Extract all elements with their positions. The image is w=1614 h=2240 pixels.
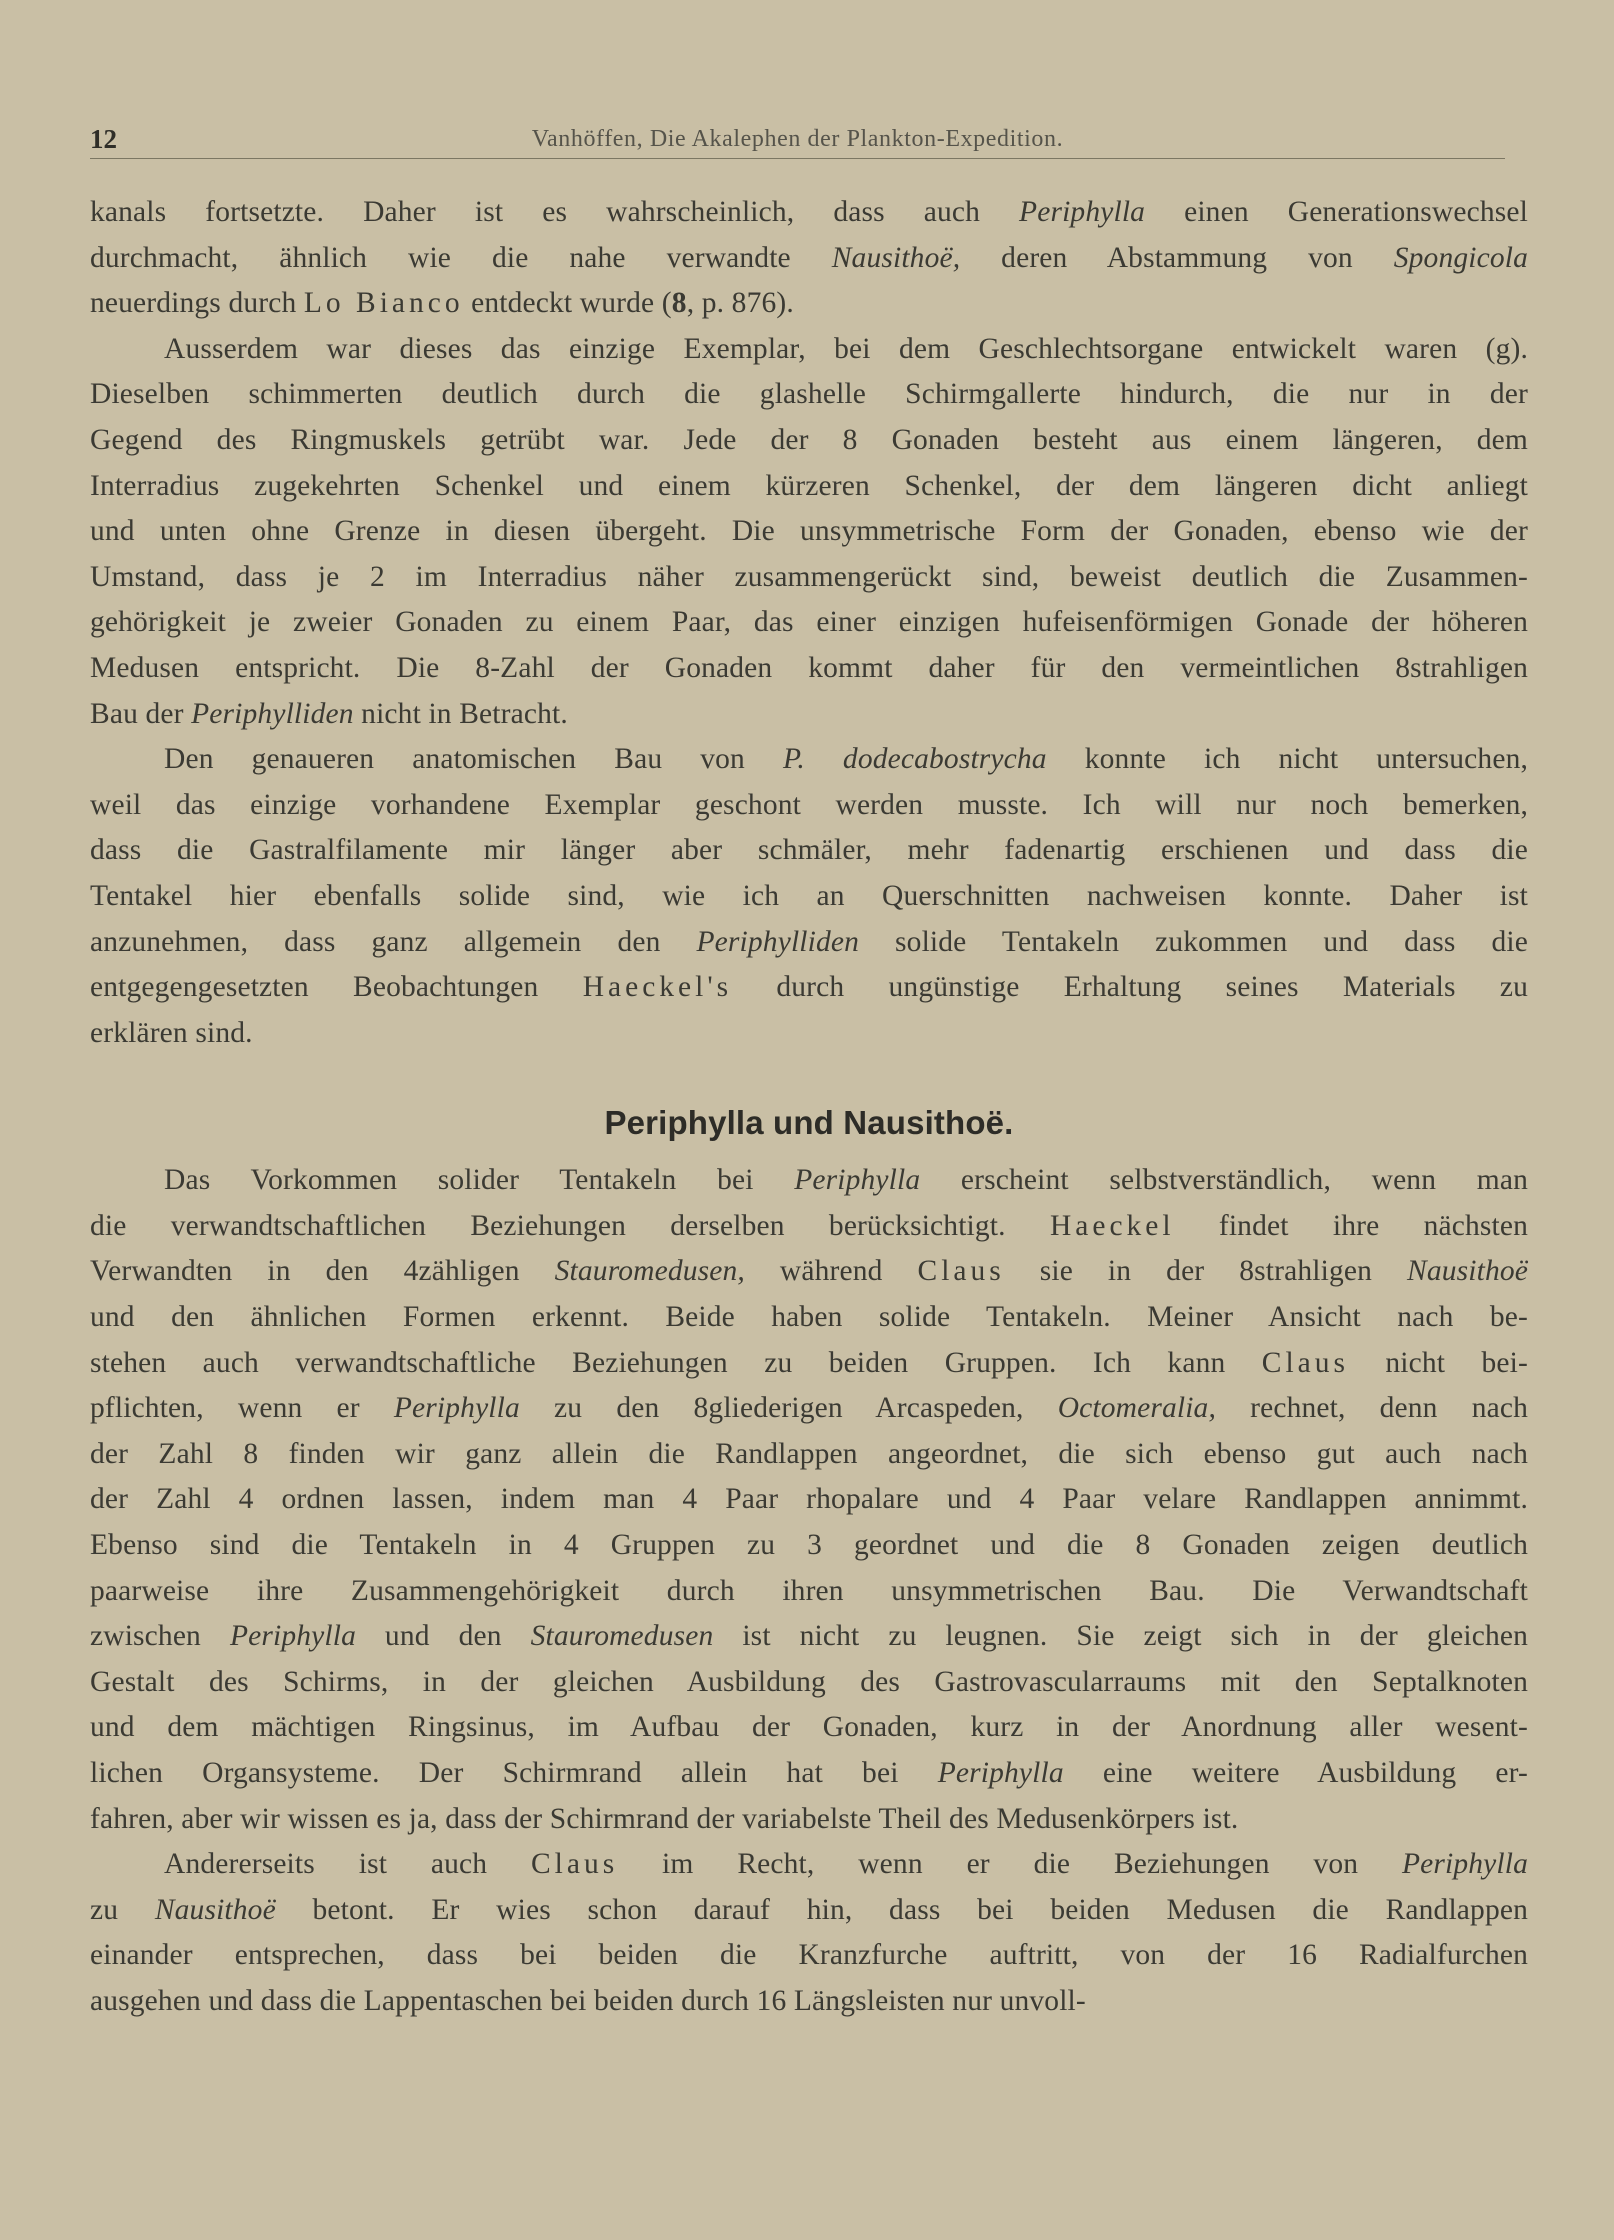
text-run: betont. Er wies schon darauf hin, dass bei beiden Medusen die Randlappen xyxy=(275,1893,1528,1926)
text-run: ausgehen und dass die Lappentaschen bei beiden durch 16 Längsleisten nur unvoll- xyxy=(90,1984,1086,2017)
text-line xyxy=(90,555,1528,601)
running-header xyxy=(90,124,1505,159)
text-run: rechnet, denn nach xyxy=(1215,1392,1529,1425)
text-run: Claus xyxy=(917,1255,1005,1288)
text-run: während xyxy=(744,1255,918,1288)
text-run: Periphylla xyxy=(937,1757,1064,1789)
text-run: Medusen entspricht. Die 8-Zahl der Gonaden kommt daher für den vermeintlichen 8strahligen xyxy=(90,651,1528,684)
text-line xyxy=(90,1888,1528,1934)
text-run: entgegengesetzten Beobachtungen xyxy=(90,971,583,1004)
text-run: Andererseits ist auch xyxy=(164,1848,531,1881)
text-line xyxy=(90,1158,1528,1204)
text-run: erklären sind. xyxy=(90,1016,253,1049)
text-run: entdeckt wurde ( xyxy=(463,287,672,320)
text-line xyxy=(90,646,1528,692)
text-run: Haeckel's xyxy=(582,971,733,1004)
text-run: und den ähnlichen Formen erkennt. Beide haben solide Tentakeln. Meiner Ansicht nach be- xyxy=(90,1301,1528,1334)
paragraph xyxy=(90,190,1528,327)
text-run: Ausserdem war dieses das einzige Exemplar, bei dem Geschlechtsorgane entwickelt waren (g). xyxy=(164,332,1528,365)
text-run: Umstand, dass je 2 im Interradius näher zusammengerückt sind, beweist deutlich die Zusammen- xyxy=(90,560,1528,593)
text-run: Octomeralia, xyxy=(1057,1392,1216,1425)
text-run: einander entsprechen, dass bei beiden die Kranzfurche auftritt, von der 16 Radialfurchen xyxy=(90,1939,1528,1972)
text-run: Nausithoë xyxy=(154,1893,276,1926)
paragraphs-after-heading xyxy=(90,1158,1528,2024)
body-text xyxy=(90,190,1528,2025)
text-run: nicht bei- xyxy=(1348,1346,1528,1379)
text-line xyxy=(90,464,1528,510)
text-run: Periphylla xyxy=(393,1392,520,1425)
text-line xyxy=(90,1705,1528,1751)
text-line xyxy=(90,509,1528,555)
text-line xyxy=(90,1842,1528,1888)
paragraph xyxy=(90,737,1528,1056)
text-run: durchmacht, ähnlich wie die nahe verwandte xyxy=(90,241,832,274)
text-line xyxy=(90,965,1528,1011)
text-line xyxy=(90,600,1528,646)
text-line xyxy=(90,828,1528,874)
text-line xyxy=(90,1979,1528,2025)
text-run: ist nicht zu leugnen. Sie zeigt sich in der gleichen xyxy=(713,1620,1528,1653)
text-run: stehen auch verwandtschaftliche Beziehungen zu beiden Gruppen. Ich kann xyxy=(90,1346,1262,1379)
text-run: P. dodecabostrycha xyxy=(783,743,1047,776)
text-run: nicht in Betracht. xyxy=(353,697,568,730)
text-run: zwischen xyxy=(90,1620,230,1653)
text-line xyxy=(90,236,1528,282)
text-run: eine weitere Ausbildung er- xyxy=(1063,1757,1528,1789)
text-run: im Recht, wenn er die Beziehungen von xyxy=(618,1848,1402,1881)
text-line xyxy=(90,1523,1528,1569)
text-run: Periphylla xyxy=(1019,196,1146,228)
text-run: Gestalt des Schirms, in der gleichen Ausbildung des Gastrovascularraums mit den Septalknoten xyxy=(90,1665,1528,1698)
text-line xyxy=(90,1295,1528,1341)
text-line xyxy=(90,190,1528,236)
text-run: Interradius zugekehrten Schenkel und einem kürzeren Schenkel, der dem längeren dicht anliegt xyxy=(90,469,1528,502)
running-title: Vanhöffen, Die Akalephen der Plankton-Expedition. xyxy=(531,126,1064,152)
text-run: Bau der xyxy=(90,697,192,730)
paragraph xyxy=(90,327,1528,737)
text-run: und unten ohne Grenze in diesen übergeht. Die unsymmetrische Form der Gonaden, ebenso wie der xyxy=(90,515,1528,548)
page-number: 12 xyxy=(90,124,117,154)
text-run: Claus xyxy=(531,1848,619,1881)
text-line xyxy=(90,1933,1528,1979)
text-line xyxy=(90,1614,1528,1660)
text-run: der Zahl 8 finden wir ganz allein die Randlappen angeordnet, die sich ebenso gut auch nach xyxy=(90,1437,1528,1470)
text-line xyxy=(90,1249,1528,1295)
text-run: Stauromedusen, xyxy=(554,1255,745,1288)
text-run: zu xyxy=(90,1893,155,1926)
text-line xyxy=(90,1341,1528,1387)
text-run: lichen Organsysteme. Der Schirmrand allein hat bei xyxy=(90,1757,938,1789)
text-run: findet ihre nächsten xyxy=(1174,1209,1528,1242)
text-line xyxy=(90,1797,1528,1843)
text-run: und dem mächtigen Ringsinus, im Aufbau der Gonaden, kurz in der Anordnung aller wesent- xyxy=(90,1711,1528,1744)
text-run: Dieselben schimmerten deutlich durch die glashelle Schirmgallerte hindurch, die nur in der xyxy=(90,378,1528,411)
text-line xyxy=(90,418,1528,464)
text-run: fahren, aber wir wissen es ja, dass der Schirmrand der variabelste Theil des Medusenkörpers ist. xyxy=(90,1802,1239,1835)
text-run: Periphylliden xyxy=(696,925,860,958)
text-run: Periphylla xyxy=(794,1164,921,1197)
text-line xyxy=(90,692,1528,738)
text-line xyxy=(90,783,1528,829)
text-run: und den xyxy=(355,1620,531,1653)
text-line xyxy=(90,372,1528,418)
text-run: die verwandtschaftlichen Beziehungen derselben berücksichtigt. xyxy=(90,1209,1050,1242)
text-line xyxy=(90,1569,1528,1615)
text-line xyxy=(90,1204,1528,1250)
text-run: Periphylliden xyxy=(191,697,354,730)
text-run: Periphylla xyxy=(229,1620,356,1653)
text-run: Den genaueren anatomischen Bau von xyxy=(164,743,783,776)
text-line xyxy=(90,1751,1528,1797)
text-run: Das Vorkommen solider Tentakeln bei xyxy=(164,1164,795,1197)
text-run: erscheint selbstverständlich, wenn man xyxy=(920,1164,1528,1197)
text-line xyxy=(90,1432,1528,1478)
text-run: pflichten, wenn er xyxy=(90,1392,394,1425)
text-run: Ebenso sind die Tentakeln in 4 Gruppen zu 3 geordnet und die 8 Gonaden zeigen deutlich xyxy=(90,1529,1528,1562)
text-line xyxy=(90,327,1528,373)
text-run: Lo Bianco xyxy=(303,287,464,320)
paragraph xyxy=(90,1158,1528,1842)
text-run: gehörigkeit je zweier Gonaden zu einem Paar, das einer einzigen hufeisenförmigen Gonade der höheren xyxy=(90,606,1528,639)
text-run: 8 xyxy=(671,287,687,320)
text-run: Haeckel xyxy=(1049,1209,1175,1242)
text-line xyxy=(90,737,1528,783)
paragraphs-before-heading xyxy=(90,190,1528,1056)
section-heading: Periphylla und Nausithoë. xyxy=(604,1104,1014,1142)
text-run: einen Generationswechsel xyxy=(1145,196,1528,228)
text-run: dass die Gastralfilamente mir länger aber schmäler, mehr fadenartig erschienen und dass die xyxy=(90,834,1528,867)
text-run: Nausithoë xyxy=(1407,1255,1528,1288)
text-run: Tentakel hier ebenfalls solide sind, wie ich an Querschnitten nachweisen konnte. Daher ist xyxy=(90,879,1528,912)
text-run: weil das einzige vorhandene Exemplar geschont werden musste. Ich will nur noch bemerken, xyxy=(90,788,1528,821)
text-run: , p. 876). xyxy=(686,287,794,320)
text-run: neuerdings durch xyxy=(90,287,304,320)
text-line xyxy=(90,874,1528,920)
text-run: Verwandten in den 4zähligen xyxy=(90,1255,555,1288)
text-run: der Zahl 4 ordnen lassen, indem man 4 Paar rhopalare und 4 Paar velare Randlappen annimmt. xyxy=(90,1483,1528,1516)
text-line xyxy=(90,1477,1528,1523)
text-run: zu den 8gliederigen Arcaspeden, xyxy=(519,1392,1058,1425)
text-run: Nausithoë, xyxy=(831,241,961,274)
text-line xyxy=(90,1386,1528,1432)
text-run: durch ungünstige Erhaltung seines Materials zu xyxy=(732,971,1528,1004)
text-run: Spongicola xyxy=(1393,241,1528,274)
text-line xyxy=(90,920,1528,966)
text-run: solide Tentakeln zukommen und dass die xyxy=(859,925,1528,958)
text-run: Gegend des Ringmuskels getrübt war. Jede der 8 Gonaden besteht aus einem längeren, dem xyxy=(90,423,1528,456)
text-run: anzunehmen, dass ganz allgemein den xyxy=(90,925,697,958)
text-line xyxy=(90,1660,1528,1706)
text-run: paarweise ihre Zusammengehörigkeit durch ihren unsymmetrischen Bau. Die Verwandtschaft xyxy=(90,1574,1528,1607)
text-line xyxy=(90,281,1528,327)
text-run: Periphylla xyxy=(1401,1848,1528,1881)
text-run: sie in der 8strahligen xyxy=(1004,1255,1407,1288)
text-run: Claus xyxy=(1261,1346,1349,1379)
text-run: Stauromedusen xyxy=(530,1620,714,1653)
paragraph xyxy=(90,1842,1528,2024)
text-run: konnte ich nicht untersuchen, xyxy=(1046,743,1528,776)
text-line xyxy=(90,1011,1528,1057)
text-run: deren Abstammung von xyxy=(960,241,1394,274)
text-run: kanals fortsetzte. Daher ist es wahrscheinlich, dass auch xyxy=(90,196,1020,228)
